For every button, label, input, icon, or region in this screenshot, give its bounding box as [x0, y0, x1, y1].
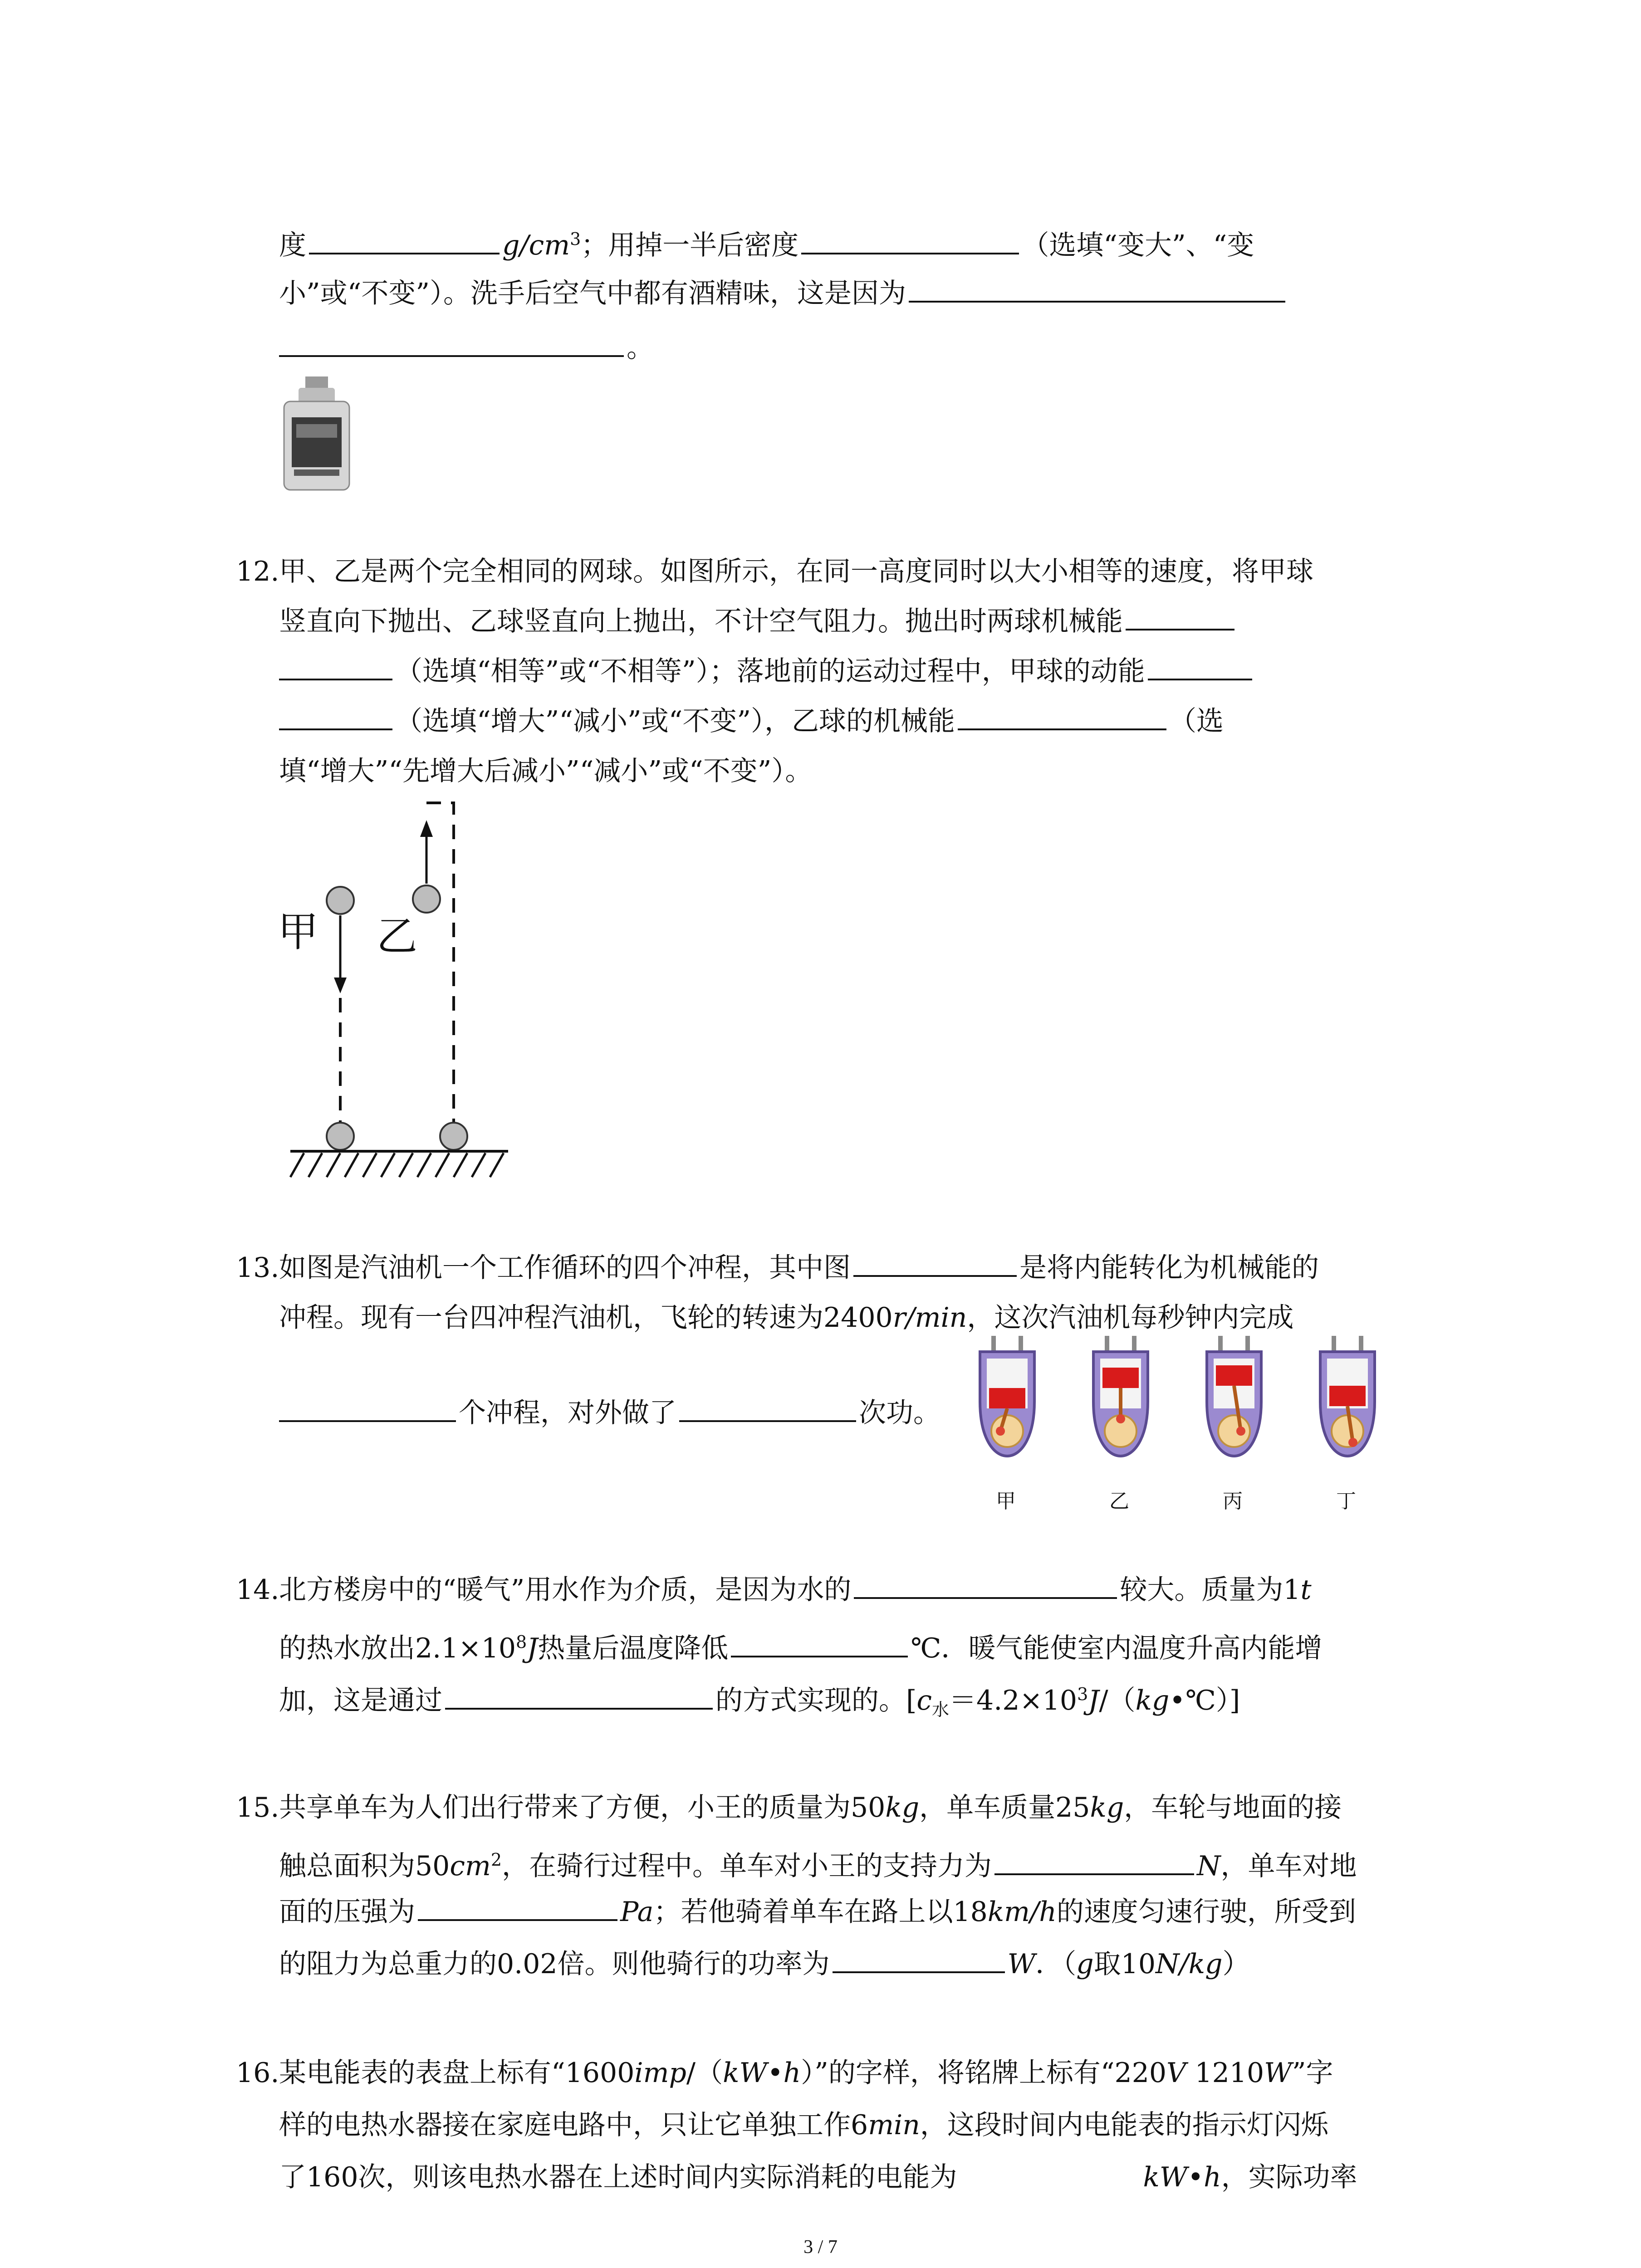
q14-line-1: 北方楼房中的“暖气”用水作为介质，是因为水的 较大。质量为1t	[279, 1565, 1312, 1615]
answer-blank[interactable]	[418, 1892, 617, 1921]
answer-blank[interactable]	[679, 1393, 856, 1422]
q15-line-2: 触总面积为$50cm^2$，在骑行过程中。单车对小王的支持力为 N，单车对地	[279, 1835, 1357, 1891]
ball-yi-path	[413, 803, 467, 1150]
q14-line-2: 的热水放出$2.1\times 10^8J$热量后温度降低 ℃．暖气能使室内温度升高内能增	[279, 1617, 1322, 1673]
q12-line-3: （选填“相等”或“不相等”）；落地前的运动过程中，甲球的动能	[279, 646, 1255, 696]
figure-label-yi: 乙	[377, 913, 417, 960]
q12-line-1: 甲、乙是两个完全相同的网球。如图所示，在同一高度同时以大小相等的速度，将甲球	[279, 556, 1313, 587]
engine-stroke-ding	[1320, 1336, 1375, 1456]
answer-blank[interactable]	[279, 328, 624, 357]
answer-blank[interactable]	[309, 225, 500, 254]
q13-line-2: 冲程。现有一台四冲程汽油机，飞轮的转速为2400r/min，这次汽油机每秒钟内完成	[279, 1302, 1294, 1334]
answer-blank[interactable]	[279, 1393, 456, 1422]
engine-stroke-bing	[1207, 1336, 1261, 1456]
answer-blank[interactable]	[445, 1681, 713, 1710]
q14-number: 14.	[236, 1574, 279, 1606]
q14-line-3: 加，这是通过 的方式实现的。$[c_水=4.2\times 10^3J/(kg•℃)]$	[279, 1669, 1240, 1735]
q15-line-1: 共享单车为人们出行带来了方便，小王的质量为50kg，单车质量25kg，车轮与地面的接	[279, 1792, 1342, 1823]
answer-blank[interactable]	[909, 274, 1285, 303]
tennis-ball-figure	[272, 794, 526, 1188]
q13-number: 13.	[236, 1252, 279, 1284]
answer-blank[interactable]	[854, 1570, 1117, 1599]
page-number: 3 / 7	[803, 2237, 838, 2258]
q16-line-2: 样的电热水器接在家庭电路中，只让它单独工作6min，这段时间内电能表的指示灯闪烁	[279, 2109, 1328, 2141]
figure-label-jia: 甲	[278, 908, 318, 956]
q15-line-4: 的阻力为总重力的0.02倍。则他骑行的功率为 W．（g取10N/kg）	[279, 1939, 1250, 1989]
stroke-label-bing: 丙	[1223, 1490, 1243, 1513]
q16-number: 16.	[236, 2057, 279, 2089]
answer-blank[interactable]	[833, 1944, 1005, 1973]
answer-blank[interactable]	[853, 1248, 1017, 1277]
stroke-label-jia: 甲	[996, 1490, 1016, 1513]
q12-number: 12.	[236, 556, 279, 587]
q11-line-1: 度 $g/cm^3$；用掉一半后密度 （选填“变大”、“变	[279, 214, 1254, 270]
q16-line-1: 某电能表的表盘上标有“1600imp/（kW•h）”的字样，将铭牌上标有“220V 1210W”字	[279, 2057, 1333, 2089]
stroke-label-yi: 乙	[1109, 1490, 1129, 1513]
q15-number: 15.	[236, 1792, 279, 1823]
stroke-label-ding: 丁	[1336, 1490, 1356, 1513]
answer-blank[interactable]	[1148, 651, 1252, 680]
answer-blank[interactable]	[958, 701, 1166, 730]
ball-jia-path	[327, 887, 354, 1150]
q13-line-3: 个冲程，对外做了 次功。	[279, 1388, 941, 1438]
answer-blank[interactable]	[801, 225, 1019, 254]
q11-line-3: 。	[279, 323, 654, 373]
answer-blank[interactable]	[279, 651, 392, 680]
answer-blank[interactable]	[279, 701, 392, 730]
q12-line-4: （选填“增大”“减小”或“不变”），乙球的机械能 （选	[279, 696, 1224, 746]
answer-blank[interactable]	[1126, 601, 1234, 631]
q12-line-5: 填“增大”“先增大后减小”“减小”或“不变”）。	[279, 755, 813, 787]
engine-stroke-jia	[980, 1336, 1034, 1456]
q15-line-3: 面的压强为 Pa；若他骑着单车在路上以18km/h的速度匀速行驶，所受到	[279, 1887, 1356, 1937]
q16-line-3: 了160次，则该电热水器在上述时间内实际消耗的电能为 kW•h，实际功率	[279, 2161, 1357, 2193]
sanitizer-bottle-image	[280, 376, 353, 492]
engine-stroke-yi	[1093, 1336, 1148, 1456]
answer-blank[interactable]	[994, 1846, 1194, 1875]
q13-line-1: 如图是汽油机一个工作循环的四个冲程，其中图 是将内能转化为机械能的	[279, 1243, 1319, 1293]
q12-line-2: 竖直向下抛出、乙球竖直向上抛出，不计空气阻力。抛出时两球机械能	[279, 596, 1237, 646]
q11-line-2: 小”或“不变”）。洗手后空气中都有酒精味，这是因为	[279, 269, 1288, 318]
ground-hatching	[290, 1153, 504, 1177]
answer-blank[interactable]	[731, 1628, 908, 1657]
